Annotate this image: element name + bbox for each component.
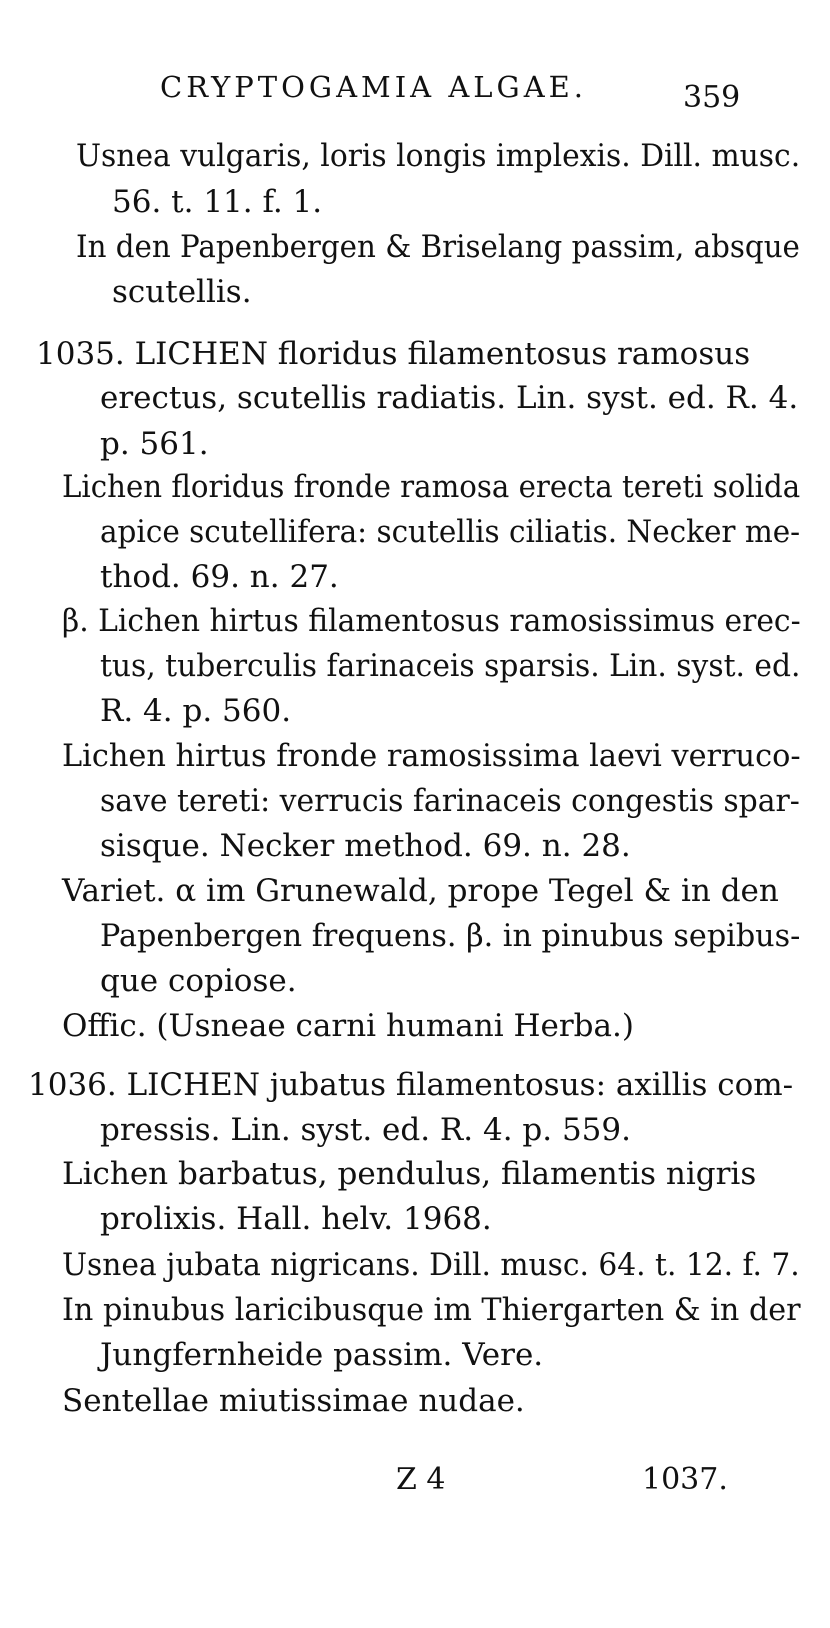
text-line: save tereti: verrucis farinaceis congestis spar- [100, 783, 800, 819]
text-line: Lichen barbatus, pendulus, filamentis nigris [62, 1156, 757, 1192]
text-line: β. Lichen hirtus filamentosus ramosissimus erec- [62, 603, 801, 639]
text-line: In pinubus laricibusque im Thiergarten & in der [62, 1292, 801, 1328]
entry-heading: 1036. LICHEN jubatus filamentosus: axillis com- [28, 1067, 794, 1103]
signature-mark: Z 4 [396, 1462, 446, 1497]
page-number: 359 [683, 80, 741, 115]
entry-heading: 1035. LICHEN floridus filamentosus ramosus [36, 336, 751, 372]
text-line: Jungfernheide passim. Vere. [100, 1337, 544, 1373]
text-line: tus, tuberculis farinaceis sparsis. Lin. syst. ed. [100, 648, 801, 684]
text-line: Papenbergen frequens. β. in pinubus sepibus- [100, 918, 801, 954]
text-line: Variet. α im Grunewald, prope Tegel & in den [62, 873, 779, 909]
text-line: R. 4. p. 560. [100, 693, 292, 729]
text-line: sisque. Necker method. 69. n. 28. [100, 828, 631, 864]
text-line: In den Papenbergen & Briselang passim, absque [76, 229, 800, 265]
text-line: Lichen floridus fronde ramosa erecta tereti solida [62, 469, 801, 505]
text-line: Offic. (Usneae carni humani Herba.) [62, 1008, 634, 1044]
text-line: p. 561. [100, 426, 209, 462]
text-line: scutellis. [112, 274, 252, 310]
text-line: Usnea vulgaris, loris longis implexis. Dill. musc. [76, 138, 801, 174]
text-line: erectus, scutellis radiatis. Lin. syst. ed. R. 4. [100, 380, 799, 416]
text-line: Usnea jubata nigricans. Dill. musc. 64. t. 12. f. 7. [62, 1247, 800, 1283]
text-line: 56. t. 11. f. 1. [112, 184, 323, 220]
text-line: Lichen hirtus fronde ramosissima laevi verruco- [62, 738, 801, 774]
text-line: prolixis. Hall. helv. 1968. [100, 1201, 492, 1237]
text-line: que copiose. [100, 963, 297, 999]
text-line: Sentellae miutissimae nudae. [62, 1383, 525, 1419]
text-line: pressis. Lin. syst. ed. R. 4. p. 559. [100, 1112, 631, 1148]
text-line: apice scutellifera: scutellis ciliatis. Necker me- [100, 514, 801, 550]
text-line: thod. 69. n. 27. [100, 559, 339, 595]
running-title: CRYPTOGAMIA ALGAE. [160, 70, 588, 104]
catchword: 1037. [642, 1462, 728, 1497]
